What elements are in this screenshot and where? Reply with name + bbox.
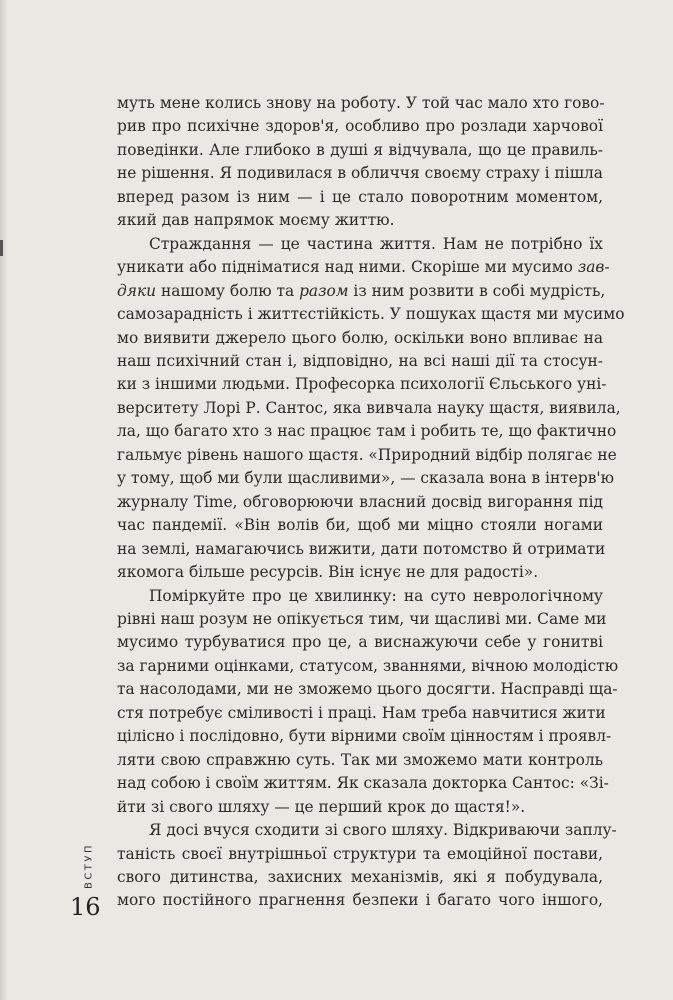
text-line	[117, 209, 603, 232]
text-line	[117, 538, 606, 561]
text-segment: мо виявити джерело цього болю, оскільки воно впливає на	[117, 328, 603, 347]
text-segment: самозарадність і життєстійкість. У пошуках щастя ми мусимо	[117, 305, 625, 324]
text-segment: за гарними оцінками, статусом, званнями, вічною молодістю	[117, 656, 619, 675]
text-segment: йти зі свого шляху — це перший крок до щастя!».	[117, 797, 526, 816]
text-line	[117, 631, 603, 654]
text-line	[117, 749, 603, 772]
text-segment: журналу Time, обговорюючи власний досвід вигорання під	[117, 492, 603, 511]
text-segment: верситету Лорі Р. Сантос, яка вивчала науку щастя, виявила,	[117, 398, 621, 417]
text-line	[117, 467, 615, 490]
text-line	[117, 491, 603, 514]
text-segment: із ним розвити в собі мудрість,	[348, 281, 606, 300]
text-line	[117, 444, 617, 467]
text-line	[117, 702, 606, 725]
text-line	[117, 772, 609, 795]
text-segment: Я досі вчуся сходити зі свого шляху. Відкриваючи заплу-	[149, 821, 617, 840]
text-line	[117, 420, 617, 443]
text-segment: уникати або підніматися над ними. Скоріше ми мусимо	[117, 258, 578, 277]
running-head-label: ВСТУП	[83, 842, 95, 890]
text-segment: наш психічний стан і, відповідно, на всі наші дії та стосун-	[117, 351, 603, 370]
page-number: 16	[70, 893, 101, 921]
text-line	[117, 514, 603, 537]
text-segment: таність своєї внутрішньої структури та емоційної постави,	[117, 844, 603, 863]
text-segment: та насолодами, ми не зможемо цього досягти. Насправді ща-	[117, 680, 618, 699]
text-segment: який дав напрямок моєму життю.	[117, 211, 395, 230]
text-segment: час пандемії. «Він волів би, щоб ми міцно стояли ногами	[117, 516, 603, 535]
text-line	[117, 819, 617, 842]
text-line	[117, 280, 606, 303]
page-edge-shadow	[0, 0, 8, 1000]
text-segment: не рішення. Я подивилася в обличчя своєму страху і пішла	[117, 164, 603, 183]
text-segment: поведінки. Але глибоко в душі я відчувала, що це правиль-	[117, 140, 603, 159]
text-segment: ляти свою справжню суть. Так ми зможемо мати контроль	[117, 750, 603, 769]
text-segment: мого постійного прагнення безпеки і багато чого іншого,	[117, 891, 603, 910]
text-line	[117, 725, 612, 748]
text-line	[117, 608, 607, 631]
text-segment: стя потребує сміливості і праці. Нам треба навчитися жити	[117, 703, 606, 722]
text-segment: ла, що багато хто з нас працює там і робить те, що фактично	[117, 422, 617, 441]
binding-mark	[0, 240, 3, 256]
text-segment: на землі, намагаючись вижити, дати потомство й отримати	[117, 539, 606, 558]
text-segment: над собою і своїм життям. Як сказала докторка Сантос: «Зі-	[117, 774, 609, 793]
text-segment: муть мене колись знову на роботу. У той час мало хто гово-	[117, 94, 605, 112]
text-segment: у тому, щоб ми були щасливими», — сказала вона в інтерв'ю	[117, 469, 615, 488]
text-line	[117, 92, 603, 115]
text-line	[117, 796, 603, 819]
text-line	[117, 303, 625, 326]
text-line	[117, 186, 603, 209]
text-line	[117, 397, 621, 420]
text-line	[117, 350, 603, 373]
text-segment: нашому болю та	[156, 281, 300, 300]
running-head	[71, 838, 107, 894]
italic-text-segment: разом	[299, 281, 349, 300]
text-line	[117, 115, 603, 138]
text-segment: вперед разом із ним — і це стало поворотним моментом,	[117, 187, 603, 206]
text-line	[117, 256, 610, 279]
italic-text-segment: зав-	[577, 258, 610, 277]
italic-text-segment: дяки	[117, 281, 157, 300]
text-line	[117, 866, 603, 889]
text-line	[117, 373, 607, 396]
text-line	[117, 327, 603, 350]
text-segment: ки з іншими людьми. Професорка психології Єльського уні-	[117, 375, 607, 394]
body-text	[117, 92, 625, 913]
text-segment: рив про психічне здоров'я, особливо про розлади харчової	[117, 117, 603, 136]
text-line	[117, 843, 603, 866]
text-segment: свого дитинства, захисних механізмів, які я побудувала,	[117, 867, 603, 886]
text-segment: Страждання — це частина життя. Нам не потрібно їх	[149, 234, 603, 253]
text-line	[117, 585, 603, 608]
text-segment: мусимо турбуватися про це, а виснажуючи себе у гонитві	[117, 633, 603, 652]
text-line	[117, 889, 603, 912]
text-segment: цілісно і послідовно, бути вірними своїм цінностям і проявл-	[117, 727, 612, 746]
text-line	[117, 655, 619, 678]
text-line	[117, 233, 603, 256]
text-line	[117, 162, 603, 185]
text-segment: гальмує рівень нашого щастя. «Природний відбір полягає не	[117, 445, 617, 464]
text-line	[117, 678, 618, 701]
text-segment: якомога більше ресурсів. Він існує не для радості».	[117, 563, 539, 582]
text-segment: рівні наш розум не опікується тим, чи щасливі ми. Саме ми	[117, 609, 607, 628]
text-segment: Поміркуйте про це хвилинку: на суто неврологічному	[149, 586, 603, 605]
text-line	[117, 139, 603, 162]
text-line	[117, 561, 603, 584]
